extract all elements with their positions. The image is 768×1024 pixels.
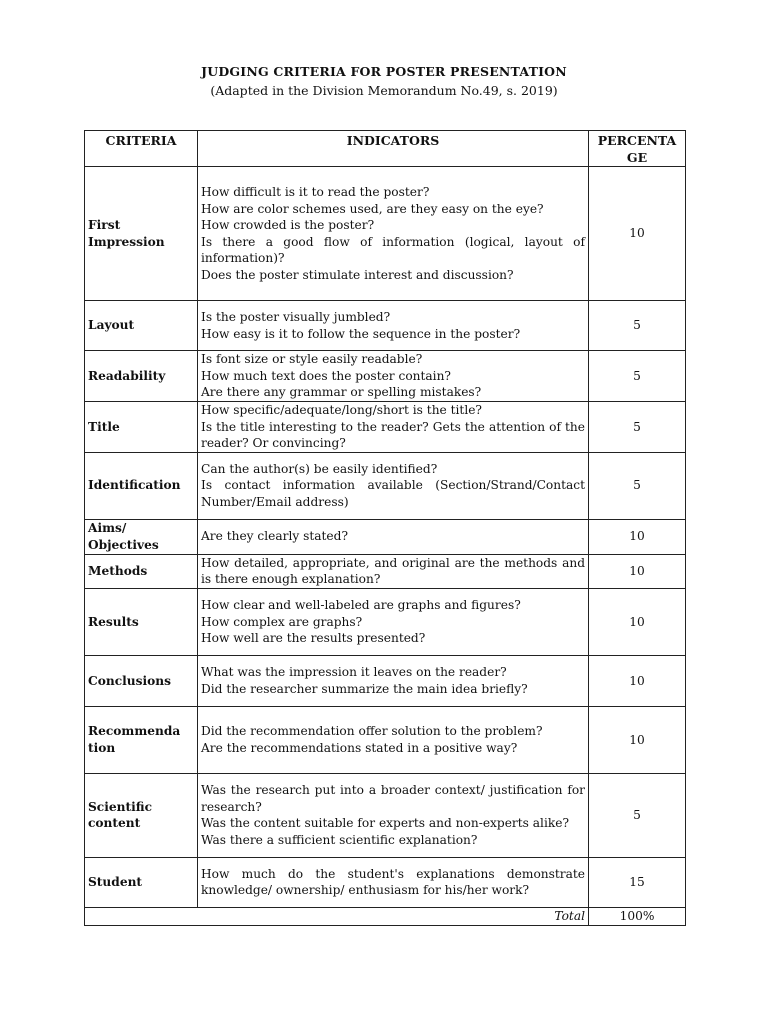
- indicator-question: How much text does the poster contain?: [201, 368, 451, 383]
- criteria-cell: Methods: [85, 554, 198, 588]
- indicator-question: Are they clearly stated?: [201, 529, 348, 544]
- percentage-cell: 10: [589, 519, 686, 554]
- indicator-question: Can the author(s) be easily identified?: [201, 461, 438, 476]
- document-title: JUDGING CRITERIA FOR POSTER PRESENTATION: [201, 64, 567, 79]
- indicator-question: Did the researcher summarize the main idea briefly?: [201, 681, 528, 696]
- table-row: [85, 773, 686, 857]
- indicator-question: Are there any grammar or spelling mistakes?: [201, 385, 482, 400]
- indicator-question: Is the poster visually jumbled?: [201, 310, 391, 325]
- indicators-cell: [198, 301, 589, 351]
- indicator-question: Is the title interesting to the reader? Gets the attention of the reader? Or convincing?: [201, 419, 585, 451]
- column-header-indicators: INDICATORS: [198, 131, 589, 167]
- indicators-cell: [198, 351, 589, 402]
- indicators-cell: [198, 706, 589, 773]
- percentage-cell: 5: [589, 351, 686, 402]
- column-header-criteria: CRITERIA: [85, 131, 198, 167]
- criteria-cell: Scientific content: [85, 773, 198, 857]
- percentage-cell: 10: [589, 706, 686, 773]
- table-row: [85, 655, 686, 706]
- percentage-cell: 10: [589, 655, 686, 706]
- indicators-cell: [198, 857, 589, 907]
- indicator-question: How detailed, appropriate, and original are the methods and is there enough explanation?: [201, 555, 585, 587]
- criteria-cell: Results: [85, 588, 198, 655]
- indicator-question: How easy is it to follow the sequence in the poster?: [201, 326, 521, 341]
- indicator-question: How are color schemes used, are they easy on the eye?: [201, 201, 544, 216]
- indicator-question: How much do the student's explanations demonstrate knowledge/ ownership/ enthusiasm for his/her work?: [201, 866, 585, 898]
- indicator-question: How well are the results presented?: [201, 631, 426, 646]
- table-row: [85, 588, 686, 655]
- table-body: [85, 167, 686, 908]
- indicators-cell: [198, 452, 589, 519]
- criteria-cell: Conclusions: [85, 655, 198, 706]
- indicators-cell: [198, 519, 589, 554]
- indicator-question: How crowded is the poster?: [201, 218, 375, 233]
- table-row: [85, 301, 686, 351]
- judging-criteria-table: [84, 130, 686, 926]
- percentage-cell: 15: [589, 857, 686, 907]
- indicator-question: How clear and well-labeled are graphs and figures?: [201, 598, 521, 613]
- table-row: [85, 554, 686, 588]
- criteria-cell: First Impression: [85, 167, 198, 301]
- indicators-cell: [198, 773, 589, 857]
- indicator-question: How specific/adequate/long/short is the title?: [201, 402, 482, 417]
- indicator-question: Was the research put into a broader context/ justification for research?: [201, 783, 585, 814]
- indicator-question: Are the recommendations stated in a positive way?: [201, 740, 518, 755]
- table-row: [85, 857, 686, 907]
- table-row: [85, 452, 686, 519]
- indicator-question: Did the recommendation offer solution to the problem?: [201, 724, 543, 739]
- column-header-percentage: PERCENTA GE: [589, 131, 686, 167]
- percentage-cell: 10: [589, 554, 686, 588]
- indicators-cell: [198, 554, 589, 588]
- indicator-question: Does the poster stimulate interest and discussion?: [201, 267, 514, 282]
- percentage-cell: 10: [589, 588, 686, 655]
- criteria-cell: Readability: [85, 351, 198, 402]
- indicator-question: Was the content suitable for experts and non-experts alike?: [201, 816, 569, 831]
- total-label: Total: [198, 907, 589, 925]
- criteria-cell: Identification: [85, 452, 198, 519]
- table-header-row: [85, 131, 686, 167]
- indicator-question: Was there a sufficient scientific explanation?: [201, 833, 478, 848]
- indicator-question: How complex are graphs?: [201, 614, 363, 629]
- indicator-question: Is font size or style easily readable?: [201, 352, 423, 367]
- indicator-question: What was the impression it leaves on the reader?: [201, 665, 507, 680]
- criteria-cell: Title: [85, 401, 198, 452]
- criteria-cell: Aims/ Objectives: [85, 519, 198, 554]
- table-row: [85, 706, 686, 773]
- indicators-cell: [198, 588, 589, 655]
- total-value: 100%: [589, 907, 686, 925]
- table-row: [85, 401, 686, 452]
- criteria-cell: Layout: [85, 301, 198, 351]
- total-spacer-cell: [85, 907, 198, 925]
- total-row: [85, 907, 686, 925]
- indicator-question: Is there a good flow of information (logical, layout of information)?: [201, 234, 585, 266]
- table-row: [85, 351, 686, 402]
- table-row: [85, 167, 686, 301]
- table-row: [85, 519, 686, 554]
- percentage-cell: 10: [589, 167, 686, 301]
- percentage-cell: 5: [589, 301, 686, 351]
- document-subtitle: (Adapted in the Division Memorandum No.49, s. 2019): [210, 83, 558, 98]
- percentage-cell: 5: [589, 773, 686, 857]
- indicator-question: Is contact information available (Section/Strand/Contact Number/Email address): [201, 478, 585, 510]
- indicators-cell: [198, 655, 589, 706]
- indicators-cell: [198, 167, 589, 301]
- document-header: [0, 64, 768, 98]
- criteria-cell: Recommenda tion: [85, 706, 198, 773]
- indicator-question: How difficult is it to read the poster?: [201, 184, 430, 199]
- criteria-cell: Student: [85, 857, 198, 907]
- percentage-cell: 5: [589, 401, 686, 452]
- percentage-cell: 5: [589, 452, 686, 519]
- indicators-cell: [198, 401, 589, 452]
